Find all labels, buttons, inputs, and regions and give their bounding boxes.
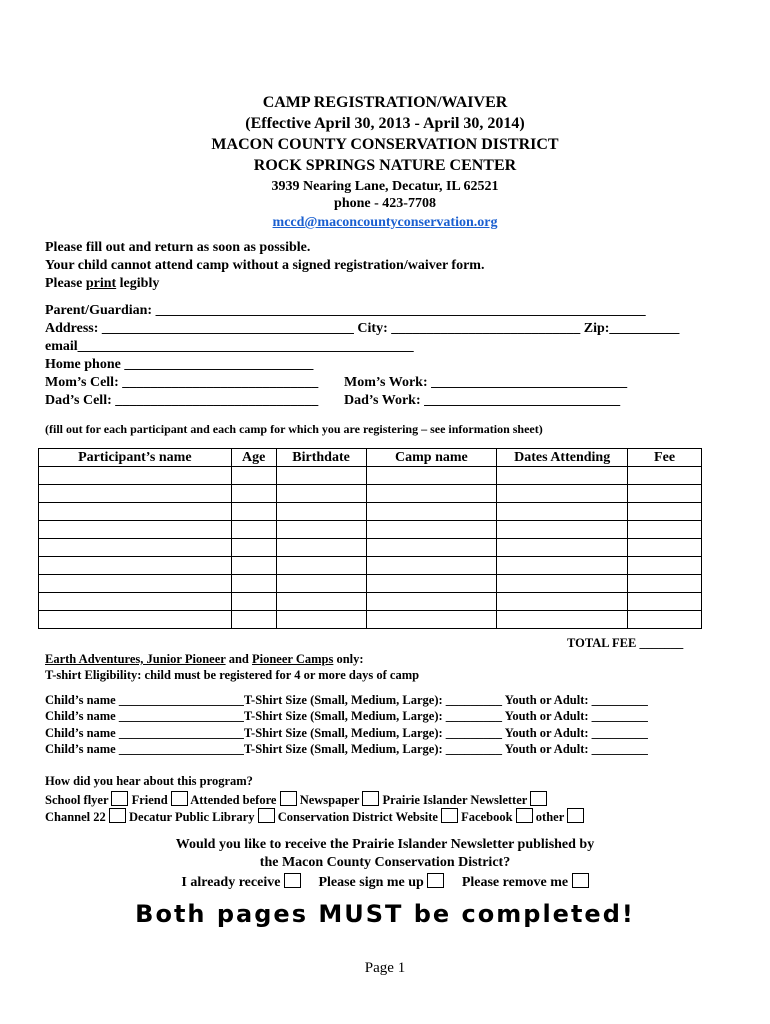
- table-cell[interactable]: [231, 521, 276, 539]
- table-cell[interactable]: [276, 485, 366, 503]
- table-cell[interactable]: [366, 485, 497, 503]
- table-cell[interactable]: [366, 467, 497, 485]
- table-cell[interactable]: [39, 521, 232, 539]
- table-row: [39, 485, 702, 503]
- table-cell[interactable]: [497, 503, 628, 521]
- table-cell[interactable]: [628, 557, 702, 575]
- table-cell[interactable]: [231, 503, 276, 521]
- tshirt-row[interactable]: Child’s name ____________________T-Shirt Size (Small, Medium, Large): _________ Youth or Adult: _________: [45, 726, 648, 740]
- dads-work-field[interactable]: Dad’s Work: ____________________________: [344, 393, 621, 408]
- table-row: [39, 611, 702, 629]
- already-receive-checkbox[interactable]: [284, 873, 301, 888]
- table-cell[interactable]: [366, 593, 497, 611]
- table-row: [39, 521, 702, 539]
- library-checkbox[interactable]: [258, 808, 275, 823]
- table-note: (fill out for each participant and each camp for which you are registering – see information sheet): [45, 422, 543, 436]
- table-cell[interactable]: [39, 575, 232, 593]
- sign-me-up-checkbox[interactable]: [427, 873, 444, 888]
- hear-question: How did you hear about this program?: [45, 774, 253, 788]
- table-cell[interactable]: [497, 557, 628, 575]
- participant-table: [38, 448, 702, 629]
- table-cell[interactable]: [628, 593, 702, 611]
- remove-me-label: Please remove me: [461, 875, 569, 890]
- table-cell[interactable]: [39, 539, 232, 557]
- table-cell[interactable]: [628, 503, 702, 521]
- friend-checkbox[interactable]: [171, 791, 188, 806]
- table-cell[interactable]: [39, 593, 232, 611]
- tshirt-camps-note: Earth Adventures, Junior Pioneer and Pioneer Camps only:: [45, 652, 364, 666]
- option-label: Friend: [131, 793, 168, 807]
- table-cell[interactable]: [366, 539, 497, 557]
- table-cell[interactable]: [39, 485, 232, 503]
- table-cell[interactable]: [231, 557, 276, 575]
- other-checkbox[interactable]: [567, 808, 584, 823]
- table-cell[interactable]: [497, 467, 628, 485]
- hear-options-row-2: [45, 808, 584, 825]
- attended-before-checkbox[interactable]: [280, 791, 297, 806]
- email-link[interactable]: mccd@maconcountyconservation.org: [272, 215, 498, 230]
- facebook-checkbox[interactable]: [516, 808, 533, 823]
- center-address: 3939 Nearing Lane, Decatur, IL 62521: [271, 179, 499, 194]
- option-label: other: [535, 810, 565, 824]
- option-label: Prairie Islander Newsletter: [382, 793, 528, 807]
- table-cell[interactable]: [628, 611, 702, 629]
- table-cell[interactable]: [276, 593, 366, 611]
- parent-guardian-field[interactable]: Parent/Guardian: ______________________________________________________________________: [45, 303, 646, 318]
- table-cell[interactable]: [231, 467, 276, 485]
- remove-me-checkbox[interactable]: [572, 873, 589, 888]
- table-cell[interactable]: [276, 539, 366, 557]
- center-phone: phone - 423-7708: [334, 196, 436, 211]
- col-dates-attending: Dates Attending: [497, 449, 628, 467]
- newsletter-question-1: Would you like to receive the Prairie Islander Newsletter published by: [175, 837, 595, 852]
- table-cell[interactable]: [39, 557, 232, 575]
- table-row: [39, 467, 702, 485]
- table-row: [39, 539, 702, 557]
- table-row: [39, 503, 702, 521]
- table-cell[interactable]: [366, 611, 497, 629]
- option-label: School flyer: [45, 793, 109, 807]
- col-fee: Fee: [628, 449, 702, 467]
- both-pages-notice: Both pages MUST be completed!: [135, 900, 635, 928]
- table-cell[interactable]: [276, 557, 366, 575]
- form-title: CAMP REGISTRATION/WAIVER: [262, 94, 508, 111]
- table-cell[interactable]: [497, 539, 628, 557]
- table-cell[interactable]: [276, 503, 366, 521]
- dads-cell-field[interactable]: Dad’s Cell: _____________________________: [45, 393, 319, 408]
- home-phone-field[interactable]: Home phone ___________________________: [45, 357, 314, 372]
- moms-cell-field[interactable]: Mom’s Cell: ____________________________: [45, 375, 319, 390]
- table-cell[interactable]: [39, 503, 232, 521]
- instruction-line-1: Please fill out and return as soon as possible.: [45, 240, 311, 255]
- table-cell[interactable]: [628, 521, 702, 539]
- table-cell[interactable]: [497, 485, 628, 503]
- table-cell[interactable]: [497, 575, 628, 593]
- table-cell[interactable]: [231, 485, 276, 503]
- table-cell[interactable]: [39, 467, 232, 485]
- channel-22-checkbox[interactable]: [109, 808, 126, 823]
- hear-options-row-1: [45, 791, 547, 808]
- table-cell[interactable]: [497, 593, 628, 611]
- moms-work-field[interactable]: Mom’s Work: ____________________________: [344, 375, 628, 390]
- address-field[interactable]: Address: ____________________________________ City: ___________________________ Zip:__________: [45, 321, 680, 336]
- table-cell[interactable]: [276, 521, 366, 539]
- option-label: Attended before: [190, 793, 277, 807]
- table-cell[interactable]: [366, 521, 497, 539]
- table-cell[interactable]: [497, 611, 628, 629]
- school-flyer-checkbox[interactable]: [111, 791, 128, 806]
- tshirt-row[interactable]: Child’s name ____________________T-Shirt Size (Small, Medium, Large): _________ Youth or Adult: _________: [45, 742, 648, 756]
- prairie-islander-checkbox[interactable]: [530, 791, 547, 806]
- tshirt-row[interactable]: Child’s name ____________________T-Shirt Size (Small, Medium, Large): _________ Youth or Adult: _________: [45, 709, 648, 723]
- table-cell[interactable]: [366, 557, 497, 575]
- newsletter-question-2: the Macon County Conservation District?: [259, 855, 511, 870]
- col-camp-name: Camp name: [366, 449, 497, 467]
- instruction-line-3: Please print legibly: [45, 276, 160, 291]
- newsletter-options: [0, 873, 770, 891]
- tshirt-eligibility: T-shirt Eligibility: child must be registered for 4 or more days of camp: [45, 668, 420, 682]
- col-participant-name: Participant’s name: [39, 449, 232, 467]
- newspaper-checkbox[interactable]: [362, 791, 379, 806]
- option-label: Conservation District Website: [277, 810, 438, 824]
- table-row: [39, 557, 702, 575]
- table-cell[interactable]: [276, 611, 366, 629]
- table-cell[interactable]: [628, 575, 702, 593]
- organization-name: MACON COUNTY CONSERVATION DISTRICT: [211, 136, 559, 153]
- sign-me-up-label: Please sign me up: [318, 875, 424, 890]
- col-birthdate: Birthdate: [276, 449, 366, 467]
- option-label: Newspaper: [299, 793, 360, 807]
- table-cell[interactable]: [231, 539, 276, 557]
- table-cell[interactable]: [231, 593, 276, 611]
- center-name: ROCK SPRINGS NATURE CENTER: [253, 157, 517, 174]
- tshirt-row[interactable]: Child’s name ____________________T-Shirt Size (Small, Medium, Large): _________ Youth or Adult: _________: [45, 693, 648, 707]
- table-cell[interactable]: [276, 575, 366, 593]
- effective-dates: (Effective April 30, 2013 - April 30, 2014): [245, 115, 525, 132]
- website-checkbox[interactable]: [441, 808, 458, 823]
- already-receive-label: I already receive: [181, 875, 281, 890]
- table-row: [39, 575, 702, 593]
- table-cell[interactable]: [497, 521, 628, 539]
- table-cell[interactable]: [628, 539, 702, 557]
- table-cell[interactable]: [231, 575, 276, 593]
- instruction-line-2: Your child cannot attend camp without a signed registration/waiver form.: [45, 258, 485, 273]
- table-cell[interactable]: [39, 611, 232, 629]
- table-header-row: [39, 449, 702, 467]
- page-number: Page 1: [364, 960, 406, 976]
- option-label: Decatur Public Library: [129, 810, 255, 824]
- table-cell[interactable]: [231, 611, 276, 629]
- table-cell[interactable]: [628, 467, 702, 485]
- option-label: Channel 22: [45, 810, 106, 824]
- table-cell[interactable]: [366, 575, 497, 593]
- col-age: Age: [231, 449, 276, 467]
- email-field[interactable]: email________________________________________________: [45, 339, 414, 354]
- table-cell[interactable]: [628, 485, 702, 503]
- table-row: [39, 593, 702, 611]
- table-cell[interactable]: [366, 503, 497, 521]
- total-fee-field[interactable]: TOTAL FEE _______: [567, 636, 684, 650]
- table-cell[interactable]: [276, 467, 366, 485]
- option-label: Facebook: [461, 810, 513, 824]
